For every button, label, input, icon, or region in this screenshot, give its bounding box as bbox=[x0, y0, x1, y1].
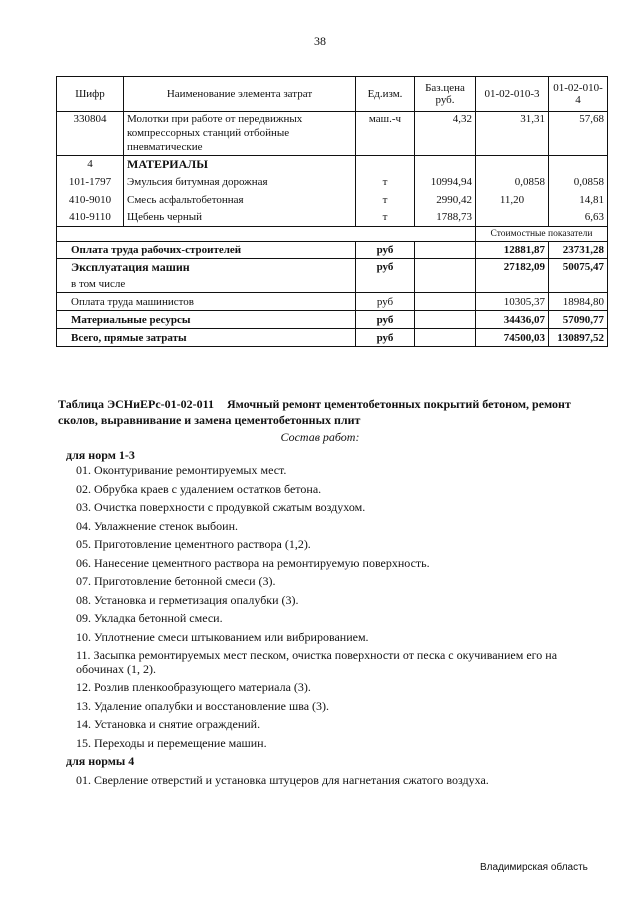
summary-name: Оплата труда машинистов bbox=[57, 293, 356, 311]
list-item: 03. Очистка поверхности с продувкой сжатым воздухом. bbox=[76, 500, 366, 514]
list-item: 01. Оконтуривание ремонтируемых мест. bbox=[76, 463, 287, 477]
summary-unit: руб bbox=[356, 293, 415, 311]
summary-unit: руб bbox=[356, 259, 415, 276]
work-composition-subtitle: Состав работ: bbox=[280, 430, 360, 444]
header-norm-3: 01-02-010-3 bbox=[476, 77, 549, 112]
summary-unit: руб bbox=[356, 311, 415, 329]
cell-code: 410-9110 bbox=[57, 209, 124, 227]
summary-norm-3: 12881,87 bbox=[476, 242, 549, 259]
summary-norm-3: 10305,37 bbox=[476, 293, 549, 311]
table-label: Таблица ЭСНиЕРс-01-02-011 bbox=[58, 397, 215, 411]
header-price: Баз.цена руб. bbox=[415, 77, 476, 112]
cost-table bbox=[56, 76, 608, 347]
cell-code: 4 bbox=[57, 156, 124, 173]
cell-name: Эмульсия битумная дорожная bbox=[124, 173, 356, 191]
summary-row bbox=[57, 311, 608, 329]
list-item: 02. Обрубка краев с удалением остатков бетона. bbox=[76, 481, 322, 496]
summary-unit: руб bbox=[356, 329, 415, 347]
summary-row bbox=[57, 242, 608, 259]
table-title: Ямочный ремонт цементобетонных покрытий бетоном, ремонт сколов, выравнивание и замена цементобетонных плит bbox=[58, 397, 571, 427]
table-row bbox=[57, 191, 608, 209]
cell-price: 2990,42 bbox=[415, 191, 476, 209]
cell-unit: т bbox=[356, 191, 415, 209]
summary-norm-4: 130897,52 bbox=[549, 329, 608, 347]
table-row bbox=[57, 156, 608, 173]
cell-name: МАТЕРИАЛЫ bbox=[124, 156, 356, 173]
list-item: 15. Переходы и перемещение машин. bbox=[76, 735, 267, 750]
cell-code: 330804 bbox=[57, 112, 124, 156]
list-item: 04. Увлажнение стенок выбоин. bbox=[76, 518, 238, 533]
work-list-1 bbox=[76, 461, 606, 752]
cell-name: Щебень черный bbox=[124, 209, 356, 227]
table-header-row bbox=[57, 77, 608, 112]
list-item: 07. Приготовление бетонной смеси (3). bbox=[76, 574, 276, 588]
page-number: 38 bbox=[314, 34, 326, 48]
list-item: 09. Укладка бетонной смеси. bbox=[76, 611, 223, 625]
cell-norm-3: 31,31 bbox=[476, 112, 549, 156]
summary-norm-4: 50075,47 bbox=[549, 259, 608, 276]
summary-name: в том числе bbox=[57, 276, 356, 293]
header-name: Наименование элемента затрат bbox=[124, 77, 356, 112]
summary-name: Материальные ресурсы bbox=[57, 311, 356, 329]
cell-norm-3 bbox=[476, 209, 549, 227]
cell-code: 410-9010 bbox=[57, 191, 124, 209]
list-item: 11. Засыпка ремонтируемых мест песком, очистка поверхности от песка с окучиванием его на обочинах (1, 2). bbox=[76, 648, 558, 676]
cell-norm-4: 0,0858 bbox=[549, 173, 608, 191]
cell-norm-4: 14,81 bbox=[549, 191, 608, 209]
summary-row bbox=[57, 293, 608, 311]
list-item: 14. Установка и снятие ограждений. bbox=[76, 717, 261, 731]
header-unit: Ед.изм. bbox=[356, 77, 415, 112]
group-heading-1: для норм 1-3 bbox=[66, 448, 135, 462]
list-item: 08. Установка и герметизация опалубки (3). bbox=[76, 592, 299, 607]
list-item: 10. Уплотнение смеси штыкованием или вибрированием. bbox=[76, 629, 369, 644]
table-row bbox=[57, 209, 608, 227]
cell-price: 1788,73 bbox=[415, 209, 476, 227]
cell-code: 101-1797 bbox=[57, 173, 124, 191]
cell-unit: т bbox=[356, 209, 415, 227]
summary-norm-3: 34436,07 bbox=[476, 311, 549, 329]
summary-norm-3: 27182,09 bbox=[476, 259, 549, 276]
summary-norm-4: 18984,80 bbox=[549, 293, 608, 311]
work-list-2 bbox=[76, 771, 606, 790]
header-code: Шифр bbox=[57, 77, 124, 112]
header-norm-4: 01-02-010-4 bbox=[549, 77, 608, 112]
group-heading-2: для нормы 4 bbox=[66, 754, 135, 768]
cell-norm-3: 0,0858 bbox=[476, 173, 549, 191]
list-item: 13. Удаление опалубки и восстановление шва (3). bbox=[76, 698, 330, 713]
table-row bbox=[57, 173, 608, 191]
summary-row bbox=[57, 259, 608, 276]
footer-region: Владимирская область bbox=[480, 862, 588, 873]
cell-name: Смесь асфальтобетонная bbox=[124, 191, 356, 209]
summary-name: Оплата труда рабочих-строителей bbox=[57, 242, 356, 259]
summary-unit: руб bbox=[356, 242, 415, 259]
summary-row bbox=[57, 276, 608, 293]
cell-name: Молотки при работе от передвижных компрессорных станций отбойные пневматические bbox=[124, 112, 356, 156]
list-item: 12. Розлив пленкообразующего материала (3). bbox=[76, 680, 311, 694]
cell-price: 10994,94 bbox=[415, 173, 476, 191]
table-row bbox=[57, 112, 608, 156]
cell-unit: т bbox=[356, 173, 415, 191]
cell-unit: маш.-ч bbox=[356, 112, 415, 156]
section-title bbox=[58, 396, 588, 428]
list-item: 05. Приготовление цементного раствора (1,2). bbox=[76, 537, 311, 551]
list-item: 06. Нанесение цементного раствора на ремонтируемую поверхность. bbox=[76, 555, 430, 570]
summary-norm-3: 74500,03 bbox=[476, 329, 549, 347]
summary-name: Всего, прямые затраты bbox=[57, 329, 356, 347]
summary-norm-4: 57090,77 bbox=[549, 311, 608, 329]
cost-indicators-row bbox=[57, 227, 608, 242]
summary-norm-4: 23731,28 bbox=[549, 242, 608, 259]
cell-norm-4: 57,68 bbox=[549, 112, 608, 156]
cost-indicators-label: Стоимостные показатели bbox=[476, 227, 608, 242]
summary-row bbox=[57, 329, 608, 347]
cell-norm-4: 6,63 bbox=[549, 209, 608, 227]
cell-norm-3: 11,20 bbox=[476, 191, 549, 209]
list-item: 01. Сверление отверстий и установка штуцеров для нагнетания сжатого воздуха. bbox=[76, 773, 489, 787]
summary-name: Эксплуатация машин bbox=[57, 259, 356, 276]
cell-price: 4,32 bbox=[415, 112, 476, 156]
